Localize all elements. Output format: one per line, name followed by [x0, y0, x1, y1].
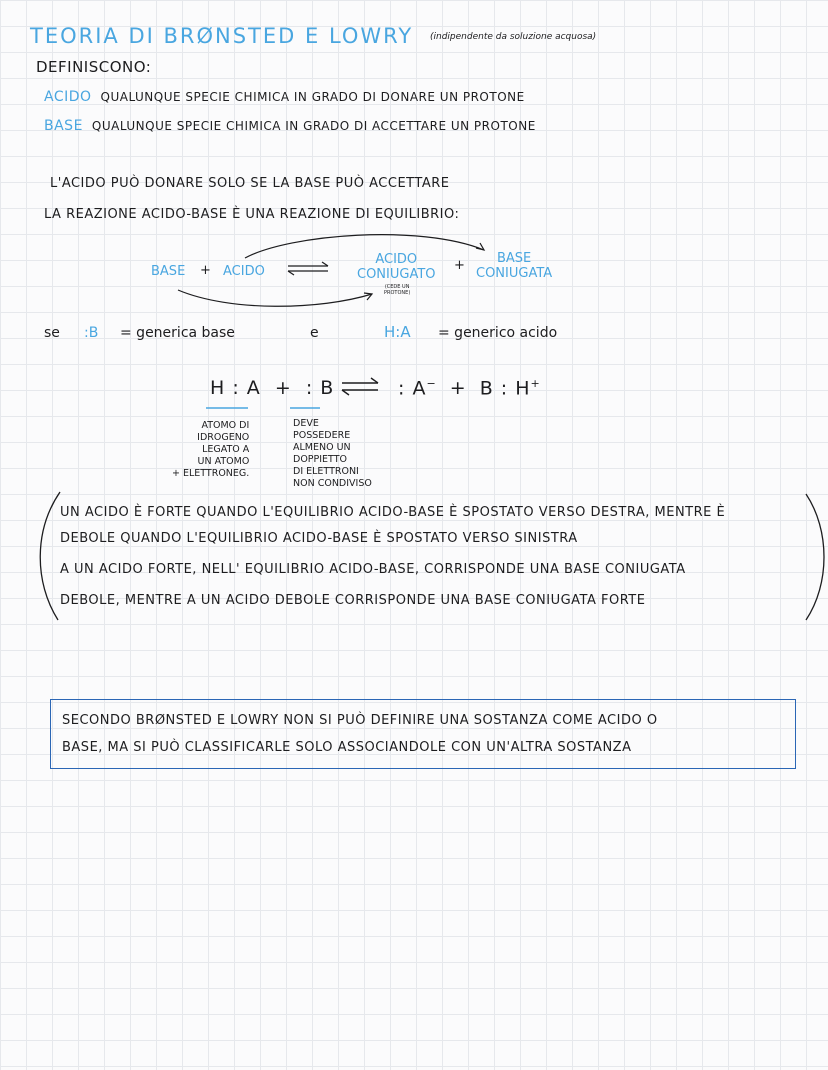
equation-a-charge: −: [426, 377, 437, 390]
base-definition-text: QUALUNQUE SPECIE CHIMICA IN GRADO DI ACCETTARE UN PROTONE: [91, 119, 536, 133]
notation-se: se: [44, 325, 60, 341]
notation-base-symbol: :B: [84, 325, 99, 341]
scheme-top-curve-arrow: [245, 235, 484, 258]
scheme-equilibrium-arrow: [288, 262, 328, 275]
title-note: (indipendente da soluzione acquosa): [430, 32, 597, 42]
strength-line-3: A UN ACIDO FORTE, NELL' EQUILIBRIO ACIDO-BASE, CORRISPONDE UNA BASE CONIUGATA: [60, 562, 686, 577]
scheme-conjugate-acid: ACIDO CONIUGATO: [357, 252, 436, 282]
definitions-intro: DEFINISCONO:: [36, 58, 152, 76]
scheme-plus-2: +: [454, 258, 465, 273]
acid-definition-text: QUALUNQUE SPECIE CHIMICA IN GRADO DI DONARE UN PROTONE: [100, 90, 525, 104]
acid-term: ACIDO: [44, 89, 92, 105]
conclusion-line-1: SECONDO BRØNSTED E LOWRY NON SI PUÒ DEFINIRE UNA SOSTANZA COME ACIDO O: [62, 713, 658, 728]
base-term: BASE: [44, 118, 83, 134]
statement-line-2: LA REAZIONE ACIDO-BASE È UNA REAZIONE DI EQUILIBRIO:: [44, 207, 460, 222]
right-bracket: [806, 494, 824, 620]
equation-bh-charge: +: [530, 377, 541, 390]
conclusion-line-2: BASE, MA SI PUÒ CLASSIFICARLE SOLO ASSOCIANDOLE CON UN'ALTRA SOSTANZA: [62, 740, 632, 755]
left-bracket: [40, 492, 60, 620]
scheme-conjugate-acid-note: (CEDE UN PROTONE): [384, 284, 411, 296]
scheme-acid: ACIDO: [223, 264, 265, 279]
equation-plus: +: [449, 377, 467, 400]
scheme-top-curve-arrowhead: [476, 243, 484, 250]
equation-a: : A: [398, 377, 427, 400]
scheme-plus-1: +: [200, 263, 211, 278]
equation-equilibrium-arrow: [342, 378, 378, 395]
strength-line-4: DEBOLE, MENTRE A UN ACIDO DEBOLE CORRISPONDE UNA BASE CONIUGATA FORTE: [60, 593, 646, 608]
equation-bh: B : H: [479, 377, 531, 400]
notation-acid-symbol: H:A: [384, 323, 411, 341]
scheme-conjugate-base: BASE CONIUGATA: [476, 251, 553, 281]
page-title: TEORIA DI BRØNSTED E LOWRY: [30, 24, 414, 48]
notation-base-def: = generica base: [120, 325, 235, 341]
strength-line-2: DEBOLE QUANDO L'EQUILIBRIO ACIDO-BASE È SPOSTATO VERSO SINISTRA: [60, 531, 578, 546]
strength-line-1: UN ACIDO È FORTE QUANDO L'EQUILIBRIO ACIDO-BASE È SPOSTATO VERSO DESTRA, MENTRE È: [60, 505, 726, 520]
notation-e: e: [310, 325, 319, 341]
scheme-base: BASE: [151, 264, 186, 279]
annotation-hydrogen: ATOMO DI IDROGENO LEGATO A UN ATOMO + ELETTRONEG.: [172, 420, 250, 479]
scheme-bottom-curve-arrow: [178, 290, 372, 306]
equation-left: H : A + : B: [210, 377, 335, 399]
statement-line-1: L'ACIDO PUÒ DONARE SOLO SE LA BASE PUÒ ACCETTARE: [50, 176, 450, 191]
notation-acid-def: = generico acido: [438, 325, 558, 341]
annotation-base-pair: DEVE POSSEDERE ALMENO UN DOPPIETTO DI ELETTRONI NON CONDIVISO: [293, 418, 372, 489]
